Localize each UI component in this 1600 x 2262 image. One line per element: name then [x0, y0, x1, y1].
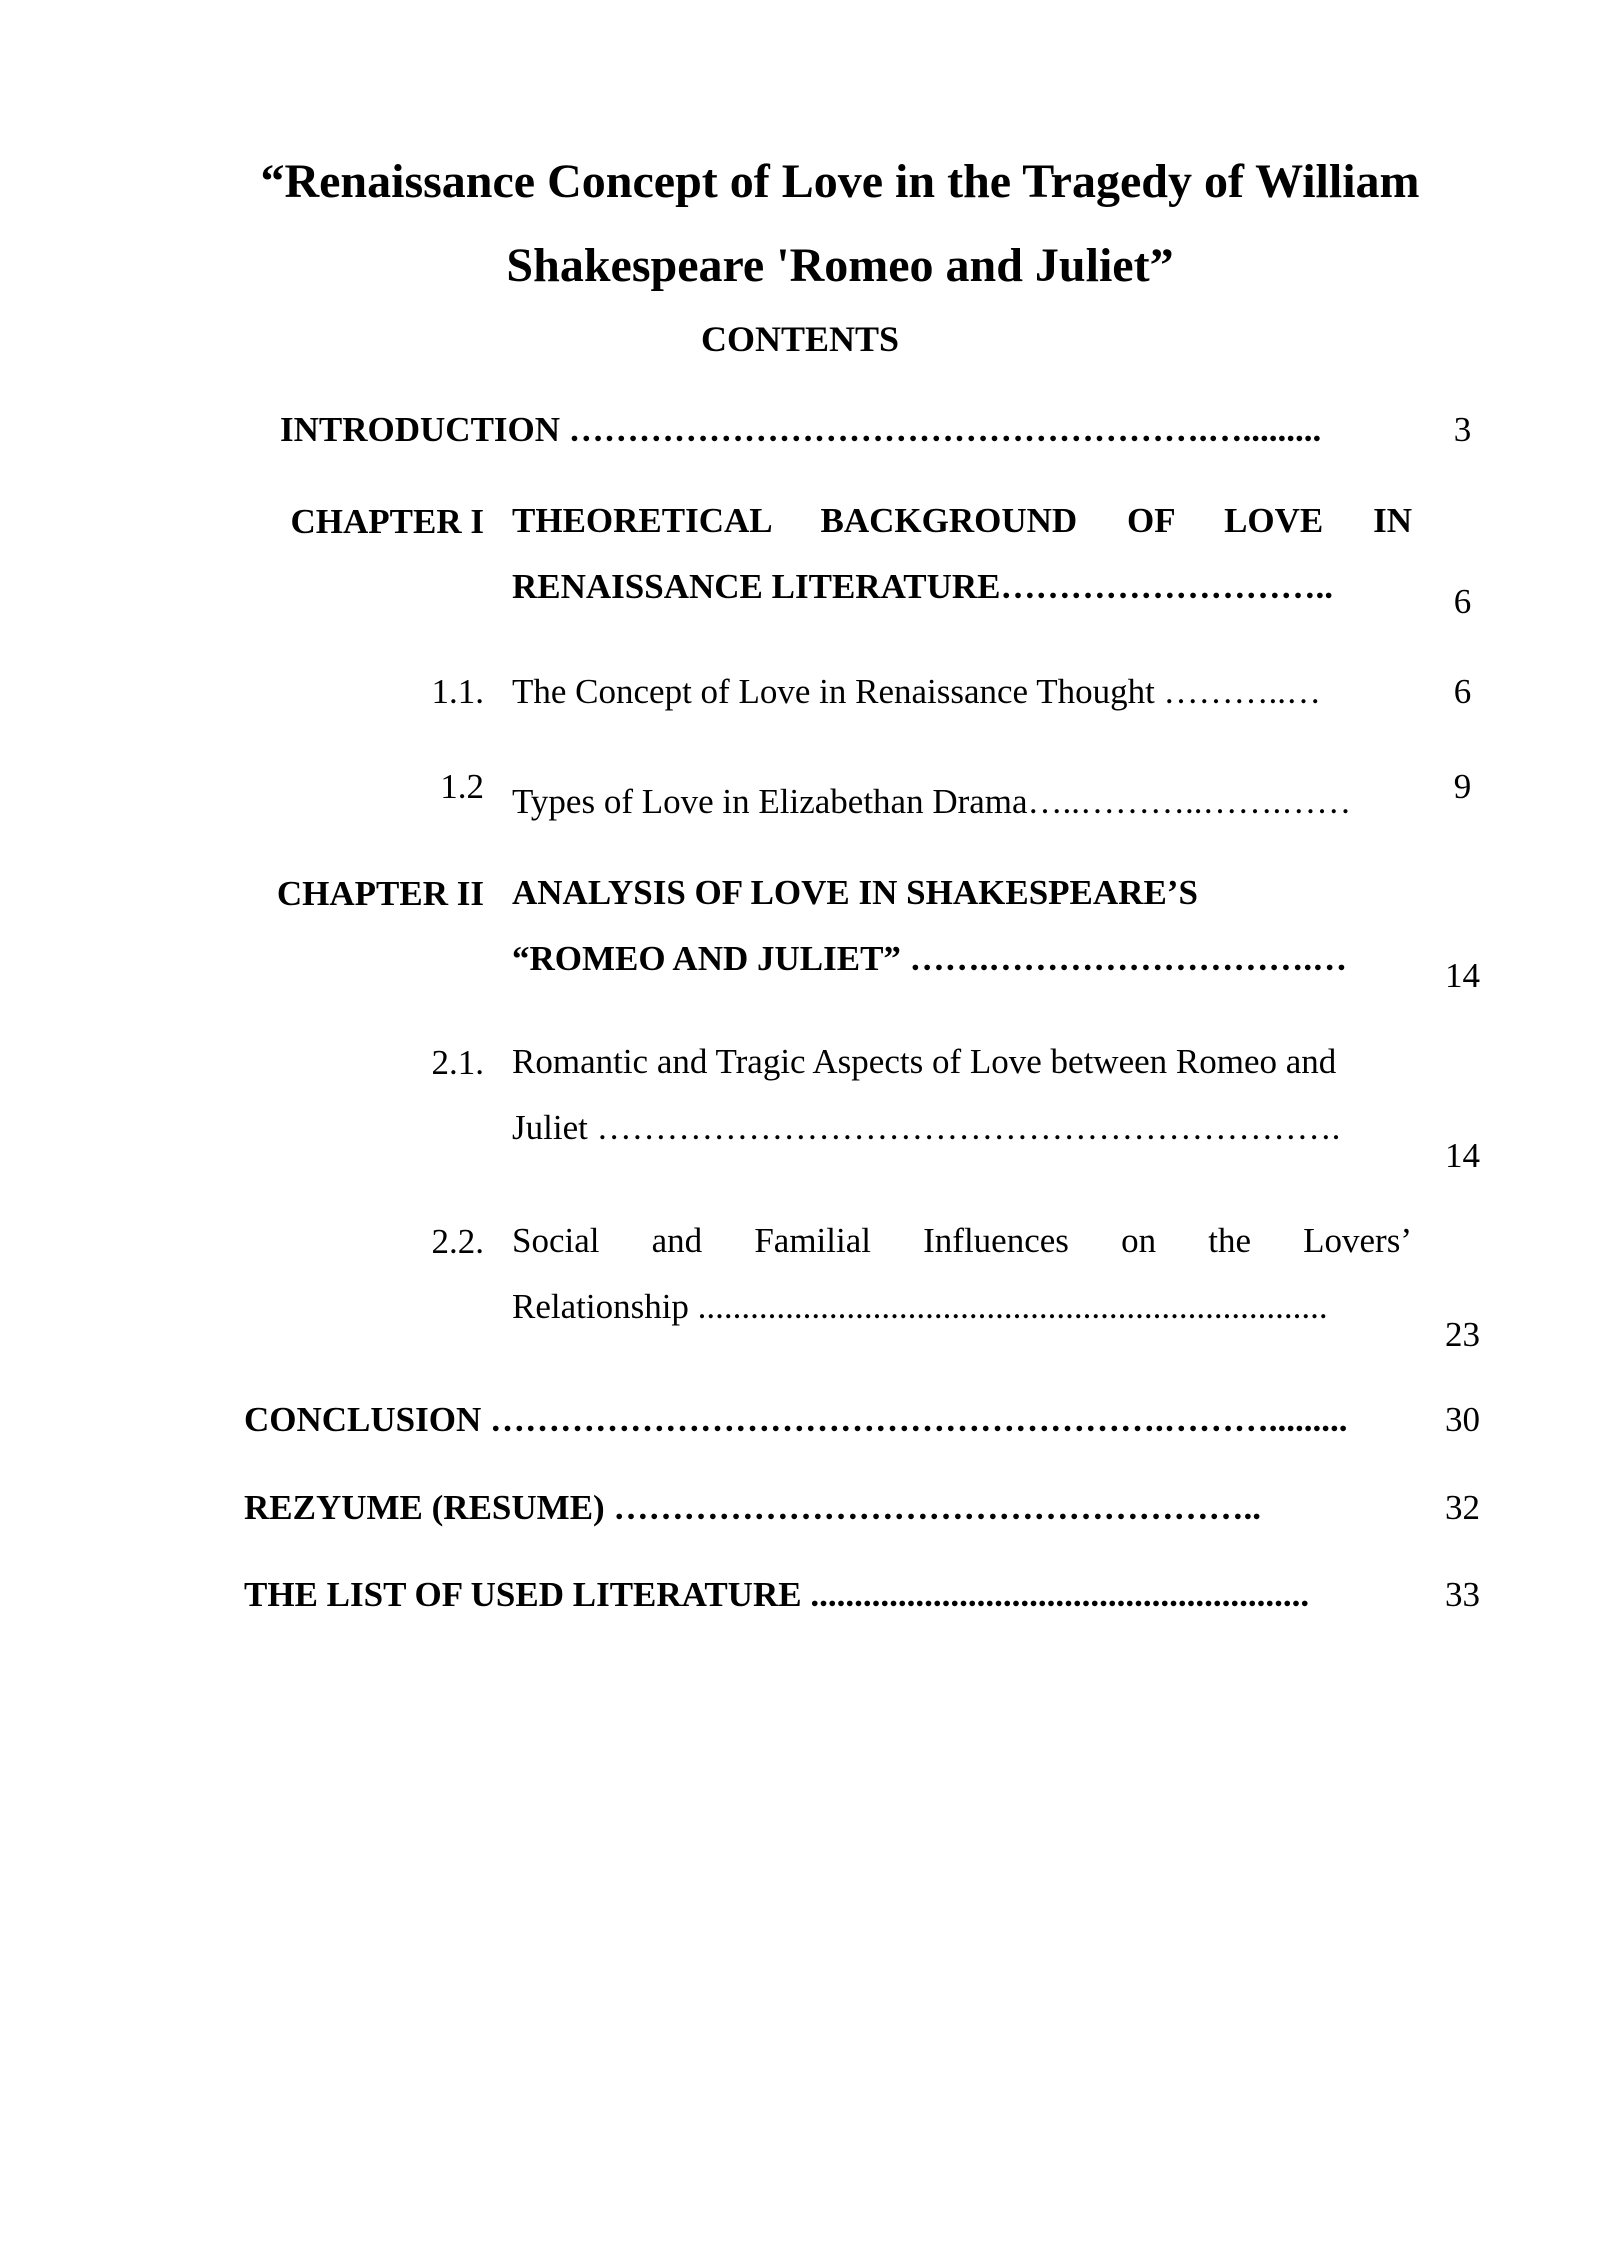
toc-chapter-2-page: 14: [1445, 956, 1480, 995]
toc-rezyume: REZYUME (RESUME) ………………………………………………..: [244, 1488, 1261, 1527]
toc-section-1-1-number: 1.1.: [431, 672, 484, 711]
toc-section-1-2-title: Types of Love in Elizabethan Drama…..………..…….……: [512, 782, 1352, 821]
toc-section-2-1-page: 14: [1445, 1136, 1480, 1175]
toc-section-2-1-line-1: Romantic and Tragic Aspects of Love between Romeo and: [512, 1042, 1337, 1081]
toc-chapter-2-title: [512, 860, 1412, 992]
title-line-2: Shakespeare 'Romeo and Juliet”: [506, 239, 1174, 292]
toc-section-2-2-line-2: Relationship ........................................................................: [512, 1287, 1328, 1326]
toc-section-1-2-number: 1.2: [440, 767, 484, 806]
toc-chapter-2-label: CHAPTER II: [276, 874, 484, 913]
toc-introduction-page: 3: [1453, 410, 1472, 449]
toc-section-2-1-title: [512, 1029, 1412, 1161]
toc-section-2-2-line-1: Social and Familial Influences on the Lovers’: [512, 1221, 1412, 1260]
toc-chapter-1-label: CHAPTER I: [290, 502, 484, 541]
toc-section-1-1-title: The Concept of Love in Renaissance Thought ………..…: [512, 672, 1322, 711]
toc-section-2-2-title: [512, 1208, 1412, 1340]
toc-conclusion: CONCLUSION ………………………………………………….……….........: [244, 1400, 1348, 1439]
toc-chapter-1-title: [512, 488, 1412, 620]
toc-introduction: INTRODUCTION ……………………………………………….….........: [280, 410, 1322, 449]
toc-rezyume-page: 32: [1445, 1488, 1480, 1527]
toc-section-1-1-page: 6: [1453, 672, 1472, 711]
title-line-1: “Renaissance Concept of Love in the Tragedy of William: [260, 155, 1420, 208]
toc-section-2-1-number: 2.1.: [431, 1043, 484, 1082]
toc-section-2-2-number: 2.2.: [431, 1222, 484, 1261]
toc-section-2-2-page: 23: [1445, 1315, 1480, 1354]
toc-section-1-2-page: 9: [1453, 767, 1472, 806]
toc-conclusion-page: 30: [1445, 1400, 1480, 1439]
contents-heading: CONTENTS: [700, 319, 900, 359]
toc-chapter-1-page: 6: [1453, 582, 1472, 621]
toc-chapter-2-line-2: “ROMEO AND JULIET” …….……………………….…: [512, 939, 1348, 978]
toc-chapter-2-line-1: ANALYSIS OF LOVE IN SHAKESPEARE’S: [512, 873, 1198, 912]
toc-literature: THE LIST OF USED LITERATURE .........................................................: [244, 1575, 1310, 1614]
toc-literature-page: 33: [1445, 1575, 1480, 1614]
toc-chapter-1-line-1: THEORETICAL BACKGROUND OF LOVE IN: [512, 501, 1412, 540]
toc-section-2-1-line-2: Juliet ……………………………………………………….: [512, 1108, 1341, 1147]
document-title: [200, 140, 1480, 308]
toc-chapter-1-line-2: RENAISSANCE LITERATURE………………………..: [512, 567, 1333, 606]
